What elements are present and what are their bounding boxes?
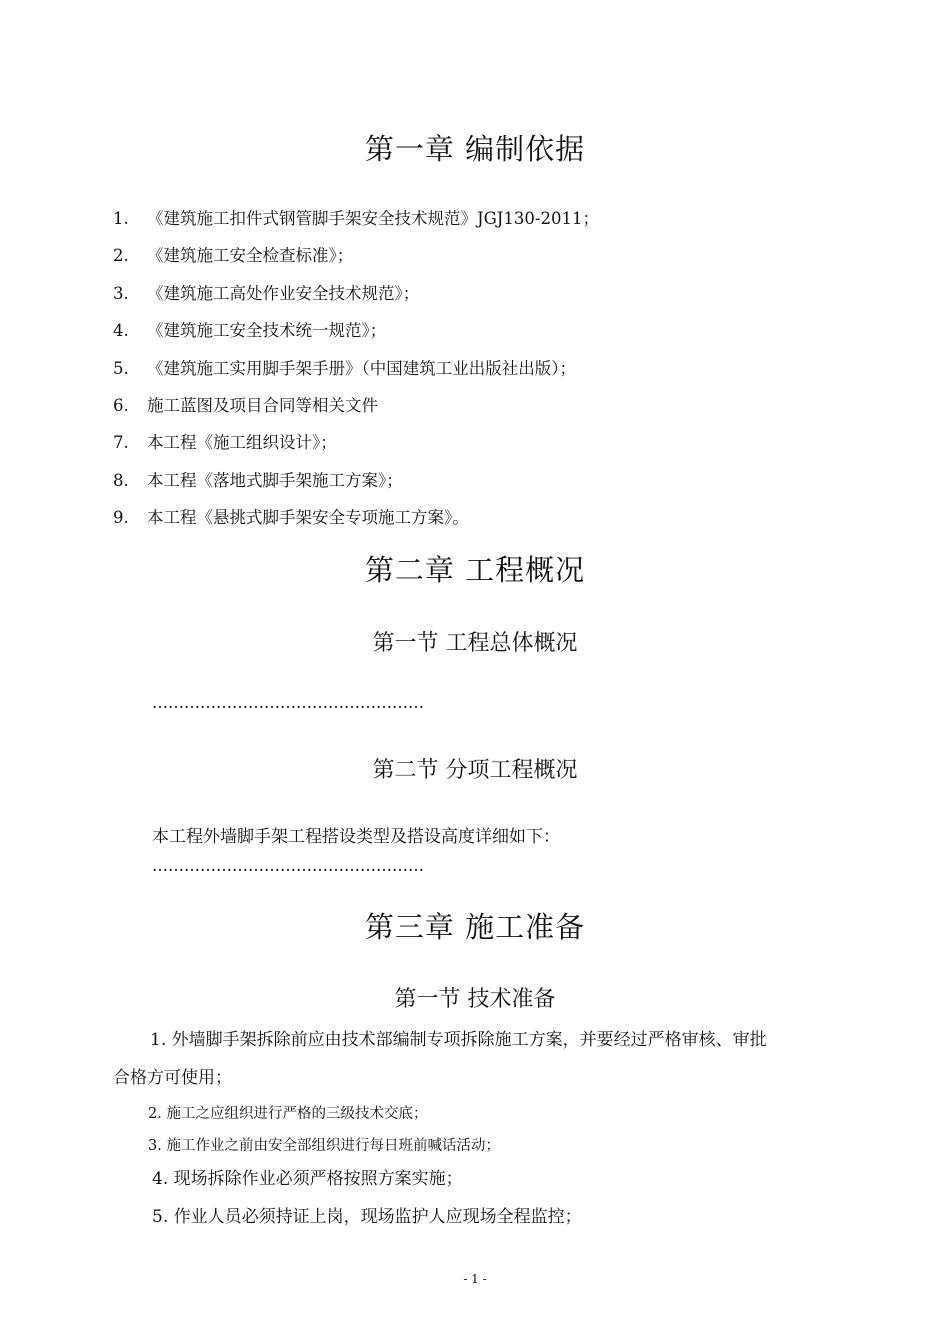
section-title: 第二节 分项工程概况 — [372, 758, 578, 783]
list-item: 2. 施工之应组织进行严格的三级技术交底； — [148, 1106, 428, 1122]
list-item: 4. 现场拆除作业必须严格按照方案实施； — [152, 1169, 463, 1189]
list-item: 8. 本工程《落地式脚手架施工方案》； — [113, 471, 403, 490]
ellipsis-placeholder: …………………………………………… — [152, 693, 424, 712]
list-item: 5. 作业人员必须持证上岗，现场监护人应现场全程监控； — [152, 1207, 582, 1227]
page-number: - 1 - — [463, 1272, 487, 1286]
list-item: 1. 《建筑施工扣件式钢管脚手架安全技术规范》JGJ130-2011； — [113, 209, 599, 228]
list-item: 6. 施工蓝图及项目合同等相关文件 — [113, 396, 378, 415]
list-item: 9. 本工程《悬挑式脚手架安全专项施工方案》。 — [113, 508, 469, 527]
list-item: 3. 《建筑施工高处作业安全技术规范》； — [113, 284, 420, 303]
section-title: 第一节 工程总体概况 — [372, 631, 578, 656]
chapter-3-title: 第三章 施工准备 — [364, 910, 586, 944]
chapter-2-title: 第二章 工程概况 — [364, 553, 586, 587]
list-item: 7. 本工程《施工组织设计》； — [113, 433, 337, 452]
list-item: 5. 《建筑施工实用脚手架手册》（中国建筑工业出版社出版）； — [113, 359, 576, 378]
paragraph-line: 合格方可使用； — [113, 1068, 232, 1088]
list-item: 4. 《建筑施工安全技术统一规范》； — [113, 321, 387, 340]
paragraph: 本工程外墙脚手架工程搭设类型及搭设高度详细如下： — [152, 827, 560, 847]
paragraph-line: 1. 外墙脚手架拆除前应由技术部编制专项拆除施工方案，并要经过严格审核、审批 — [150, 1030, 767, 1050]
list-item: 3. 施工作业之前由安全部组织进行每日班前喊话活动； — [148, 1138, 500, 1154]
section-title: 第一节 技术准备 — [394, 987, 556, 1012]
ellipsis-placeholder: …………………………………………… — [152, 856, 424, 875]
list-item: 2. 《建筑施工安全检查标准》； — [113, 246, 354, 265]
chapter-1-title: 第一章 编制依据 — [364, 132, 586, 166]
